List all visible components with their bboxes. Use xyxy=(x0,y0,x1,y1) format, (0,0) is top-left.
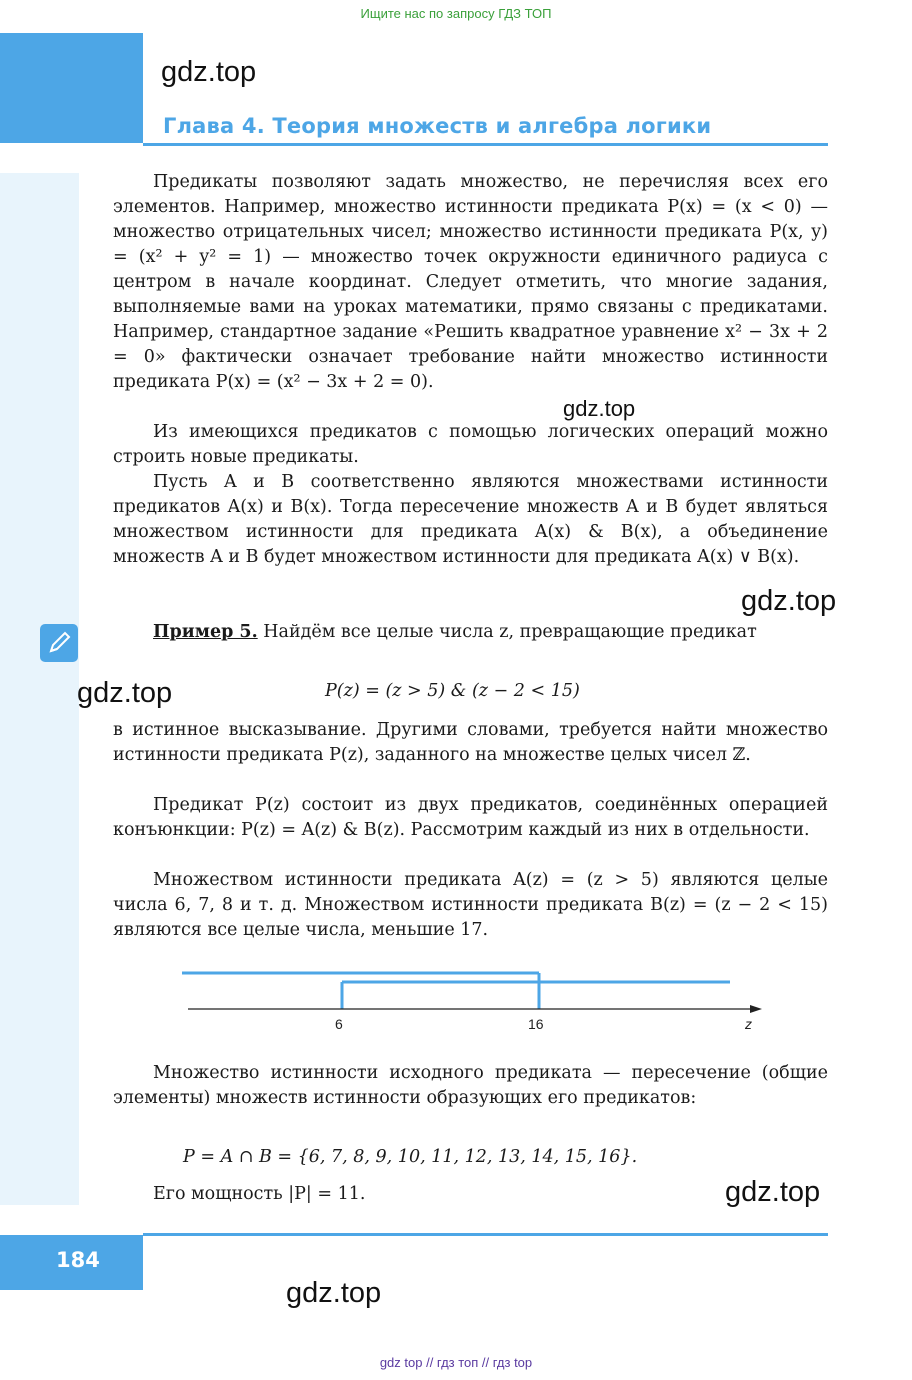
top-banner[interactable]: Ищите нас по запросу ГДЗ ТОП xyxy=(360,6,552,21)
axis-arrow xyxy=(750,1005,762,1013)
paragraph-2: Из имеющихся предикатов с помощью логических операций можно строить новые предикаты. xyxy=(113,422,828,467)
paragraph-7: Множество истинности исходного предиката — пересечение (общие элементы) множеств истинности образующих его предикатов: xyxy=(113,1063,828,1108)
tick-label-16: 16 xyxy=(528,1016,544,1032)
example-5 xyxy=(113,620,828,645)
footer-links[interactable]: gdz top // гдз топ // гдз top xyxy=(379,1355,533,1370)
paragraph-1: Предикаты позволяют задать множество, не перечисляя всех его элементов. Например, множество истинности предиката P(x) = (x < 0) — множество отрицательных чисел; множество истинности предиката P(x, y) = (x² + y² = 1) — множество точек окружности единичного радиуса с центром в начале координат. Следует отметить, что многие задания, выполняемые вами на уроках математики, прямо связаны с предикатами. Например, стандартное задание «Решить квадратное уравнение x² − 3x + 2 = 0» фактически означает требование найти множество истинности предиката P(x) = (x² − 3x + 2 = 0). xyxy=(113,172,828,392)
watermark-4: gdz.top xyxy=(725,1176,821,1208)
watermark-5: gdz.top xyxy=(286,1277,382,1309)
side-strip xyxy=(0,173,79,1205)
chapter-title: Глава 4. Теория множеств и алгебра логики xyxy=(163,114,712,138)
page-number: 184 xyxy=(56,1248,100,1272)
header-divider xyxy=(143,143,828,146)
example-label: Пример 5. xyxy=(153,622,258,642)
axis-variable-label: z xyxy=(745,1016,752,1032)
paragraph-3: Пусть A и B соответственно являются множествами истинности предикатов A(x) и B(x). Тогда пересечение множеств A и B будет являться множеством истинности для предиката A(x) & B(x), а объединение множеств A и B будет множеством истинности для предиката A(x) ∨ B(x). xyxy=(113,472,828,567)
pencil-icon xyxy=(40,624,78,662)
formula-1: P(z) = (z > 5) & (z − 2 < 15) xyxy=(325,681,580,701)
footer-divider xyxy=(143,1233,828,1236)
chapter-tab xyxy=(0,33,143,143)
watermark-3: gdz.top xyxy=(77,677,173,709)
paragraph-5: Предикат P(z) состоит из двух предикатов, соединённых операцией конъюнкции: P(z) = A(z) & B(z). Рассмотрим каждый из них в отдельности. xyxy=(113,795,828,840)
watermark-1: gdz.top xyxy=(563,396,636,421)
paragraph-6: Множеством истинности предиката A(z) = (z > 5) являются целые числа 6, 7, 8 и т. д. Множеством истинности предиката B(z) = (z − 2 < 15) являются все целые числа, меньшие 17. xyxy=(113,870,828,940)
number-line-diagram xyxy=(180,965,780,1035)
watermark-2: gdz.top xyxy=(741,585,837,617)
example-text: Найдём все целые числа z, превращающие предикат xyxy=(263,622,757,642)
tick-label-6: 6 xyxy=(335,1016,343,1032)
paragraph-4: в истинное высказывание. Другими словами, требуется найти множество истинности предиката P(z), заданного на множестве целых чисел ℤ. xyxy=(113,720,828,765)
watermark-header: gdz.top xyxy=(161,56,257,88)
formula-2: P = A ∩ B = {6, 7, 8, 9, 10, 11, 12, 13, 14, 15, 16}. xyxy=(183,1147,638,1167)
paragraph-8: Его мощность |P| = 11. xyxy=(153,1184,366,1204)
